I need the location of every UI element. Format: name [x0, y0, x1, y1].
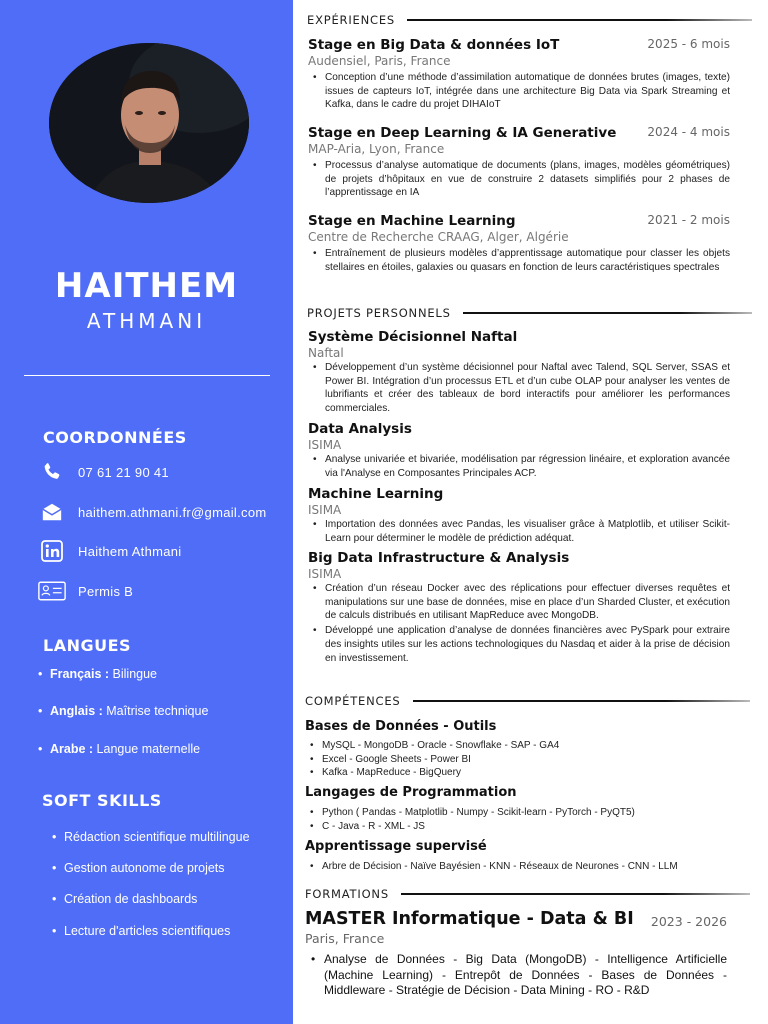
project-desc: • Développement d’un système décisionnel pour Naftal avec Talend, SQL Server, SSAS et Power BI. Intégration d’un processus ETL et d’un cube OLAP pour analyser les ventes de lubrifiants et créer des tableaux de bord interactifs pour améliorer les performances commerciales.	[308, 361, 730, 416]
project-org: ISIMA	[308, 438, 342, 452]
experience-title: Stage en Deep Learning & IA Generative	[308, 125, 617, 141]
projects-heading: PROJETS PERSONNELS	[307, 306, 752, 320]
formation-place: Paris, France	[305, 931, 385, 946]
formation-desc: • Analyse de Données - Big Data (MongoDB) - Intelligence Artificielle (Machine Learning) - Entrepôt de Données - Bases de Données - Middleware - Stratégie de Décision - Data Mining - RO - R&D	[305, 952, 727, 999]
language-item: • Anglais : Maîtrise technique	[50, 704, 208, 718]
skill-item: • Kafka - MapReduce - BigQuery	[305, 766, 735, 780]
sidebar	[0, 0, 293, 1024]
phone-number[interactable]: 07 61 21 90 41	[78, 464, 169, 480]
project-item	[308, 421, 730, 480]
project-desc: • Création d’un réseau Docker avec des réplications pour effectuer diverses requêtes et manipulations sur une base de données, mise en place d’un Sharded Cluster, et exécution de calculs distribués en utilisant MapReduce avec MongoDB.	[308, 582, 730, 623]
experience-date: 2021 - 2 mois	[647, 213, 730, 227]
project-org: ISIMA	[308, 503, 342, 517]
experience-place: Centre de Recherche CRAAG, Alger, Algérie	[308, 230, 569, 244]
id-card-icon	[38, 578, 66, 604]
project-org: Naftal	[308, 346, 344, 360]
project-org: ISIMA	[308, 567, 342, 581]
contact-phone	[38, 459, 169, 485]
experience-place: MAP-Aria, Lyon, France	[308, 142, 445, 156]
project-title: Big Data Infrastructure & Analysis	[308, 550, 570, 566]
project-desc: • Analyse univariée et bivariée, modélisation par régression linéaire, et exploration avancée via l'Analyse en Composantes Principales ACP.	[308, 453, 730, 480]
contact-heading: COORDONNÉES	[43, 428, 187, 447]
experience-title: Stage en Machine Learning	[308, 213, 516, 229]
skill-group-title: Langages de Programmation	[305, 785, 517, 800]
experience-item	[308, 125, 730, 200]
experience-date: 2025 - 6 mois	[647, 37, 730, 51]
skill-group-title: Bases de Données - Outils	[305, 719, 497, 734]
project-item	[308, 550, 730, 665]
permis-text: Permis B	[78, 583, 134, 599]
skill-group-list	[305, 860, 735, 874]
soft-skill-item: • Rédaction scientifique multilingue	[64, 830, 250, 844]
formation-item	[305, 909, 727, 999]
skills-heading: COMPÉTENCES	[305, 694, 750, 708]
email-address[interactable]: haithem.athmani.fr@gmail.com	[78, 504, 267, 520]
first-name: HAITHEM	[54, 266, 239, 306]
project-item	[308, 486, 730, 545]
soft-skill-item: • Création de dashboards	[64, 892, 197, 906]
skill-group-list	[305, 806, 735, 833]
experience-desc: • Conception d’une méthode d’assimilation automatique de données brutes (images, texte) issues de capteurs IoT, intégrée dans une architecture Big Data via Spark Streaming et Kafka, dans le cadre du projet DIHAIoT	[308, 71, 730, 112]
project-desc: • Développé une application d’analyse de données financières avec PySpark pour extraire des insights utiles sur les actions technologiques du Nasdaq et aider à la prise de décision en investissement.	[308, 624, 730, 665]
experience-date: 2024 - 4 mois	[647, 125, 730, 139]
linkedin-icon	[38, 538, 66, 564]
experiences-heading: EXPÉRIENCES	[307, 13, 752, 27]
skill-item: • Excel - Google Sheets - Power BI	[305, 753, 735, 767]
project-desc: • Importation des données avec Pandas, les visualiser grâce à Matplotlib, et utiliser Scikit-Learn pour déterminer le modèle de prédiction adéquat.	[308, 518, 730, 545]
experience-place: Audensiel, Paris, France	[308, 54, 451, 68]
sidebar-divider	[24, 375, 270, 376]
contact-linkedin	[38, 538, 182, 564]
avatar	[49, 43, 249, 203]
soft-skills-heading: SOFT SKILLS	[42, 791, 162, 810]
experience-item	[308, 213, 730, 274]
contact-email	[38, 499, 267, 525]
skill-group-title: Apprentissage supervisé	[305, 839, 487, 854]
contact-permis	[38, 578, 134, 604]
skill-item: • MySQL - MongoDB - Oracle - Snowflake - SAP - GA4	[305, 739, 735, 753]
soft-skill-item: • Gestion autonome de projets	[64, 861, 225, 875]
phone-icon	[38, 459, 66, 485]
skill-item: • Python ( Pandas - Matplotlib - Numpy - Scikit-learn - PyTorch - PyQT5)	[305, 806, 735, 820]
formation-date: 2023 - 2026	[650, 914, 727, 929]
last-name: ATHMANI	[86, 309, 207, 333]
profile-photo	[49, 43, 249, 203]
skill-item: • C - Java - R - XML - JS	[305, 820, 735, 834]
experience-desc: • Entraînement de plusieurs modèles d’apprentissage automatique pour classer les objets stellaires en étoiles, galaxies ou quasars en fonction de leurs caractéristiques spectrales	[308, 247, 730, 274]
soft-skill-item: • Lecture d'articles scientifiques	[64, 924, 230, 938]
skill-group-list	[305, 739, 735, 780]
languages-heading: LANGUES	[43, 636, 132, 655]
skill-item: • Arbre de Décision - Naïve Bayésien - KNN - Réseaux de Neurones - CNN - LLM	[305, 860, 735, 874]
experience-title: Stage en Big Data & données IoT	[308, 37, 560, 53]
experience-desc: • Processus d’analyse automatique de documents (plans, images, modèles géométriques) de projets d’hôpitaux en vue de construire 2 datasets simplifiés pour 2 phases de l’apprentissage en IA	[308, 159, 730, 200]
language-item: • Français : Bilingue	[50, 667, 157, 681]
main-content	[293, 0, 768, 1024]
project-title: Machine Learning	[308, 486, 444, 502]
formations-heading: FORMATIONS	[305, 887, 750, 901]
language-item: • Arabe : Langue maternelle	[50, 742, 200, 756]
project-title: Data Analysis	[308, 421, 412, 437]
project-title: Système Décisionnel Naftal	[308, 329, 518, 345]
project-item	[308, 329, 730, 416]
experience-item	[308, 37, 730, 112]
envelope-icon	[38, 499, 66, 525]
linkedin-name[interactable]: Haithem Athmani	[78, 543, 182, 559]
formation-title: MASTER Informatique - Data & BI	[305, 909, 634, 929]
